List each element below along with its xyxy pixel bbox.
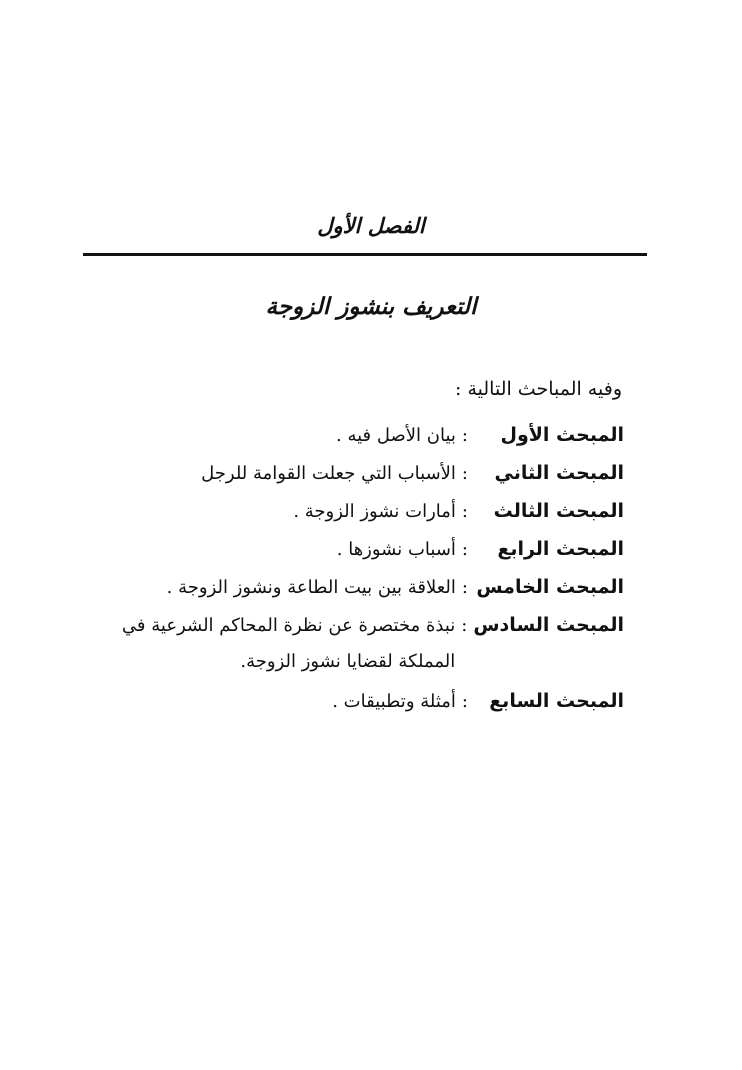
title-divider xyxy=(83,253,647,256)
topic-separator: : xyxy=(461,691,468,712)
topic-description: نبذة مختصرة عن نظرة المحاكم الشرعية في المملكة لقضايا نشوز الزوجة. xyxy=(121,615,456,672)
topic-separator: : xyxy=(461,539,468,560)
topic-item xyxy=(94,684,624,722)
topic-item xyxy=(94,418,624,456)
topic-description: أمارات نشوز الزوجة . xyxy=(293,501,456,522)
intro-text: وفيه المباحث التالية : xyxy=(455,378,622,400)
topic-label: المبحث الأول xyxy=(500,424,624,446)
topic-description: العلاقة بين بيت الطاعة ونشوز الزوجة . xyxy=(166,577,456,598)
topic-label: المبحث الثالث xyxy=(493,500,624,522)
topic-description: أمثلة وتطبيقات . xyxy=(332,691,456,712)
topic-label: المبحث السابع xyxy=(489,690,624,712)
topic-separator: : xyxy=(461,615,468,636)
topic-item xyxy=(94,532,624,570)
topic-description: بيان الأصل فيه . xyxy=(336,425,456,446)
topic-label: المبحث الخامس xyxy=(476,576,624,598)
topic-separator: : xyxy=(461,501,468,522)
topic-description: الأسباب التي جعلت القوامة للرجل xyxy=(201,463,456,484)
topic-label: المبحث الثاني xyxy=(494,462,624,484)
topic-item xyxy=(94,608,624,684)
topic-label: المبحث الرابع xyxy=(497,538,624,560)
topic-item xyxy=(94,570,624,608)
topic-separator: : xyxy=(461,463,468,484)
chapter-title: الفصل الأول xyxy=(317,214,425,238)
topics-list xyxy=(94,418,624,722)
topic-label: المبحث السادس xyxy=(473,614,624,636)
topic-separator: : xyxy=(461,577,468,598)
topic-item xyxy=(94,456,624,494)
topic-separator: : xyxy=(461,425,468,446)
topic-item xyxy=(94,494,624,532)
topic-description: أسباب نشوزها . xyxy=(336,539,456,560)
section-title: التعريف بنشوز الزوجة xyxy=(265,294,477,320)
